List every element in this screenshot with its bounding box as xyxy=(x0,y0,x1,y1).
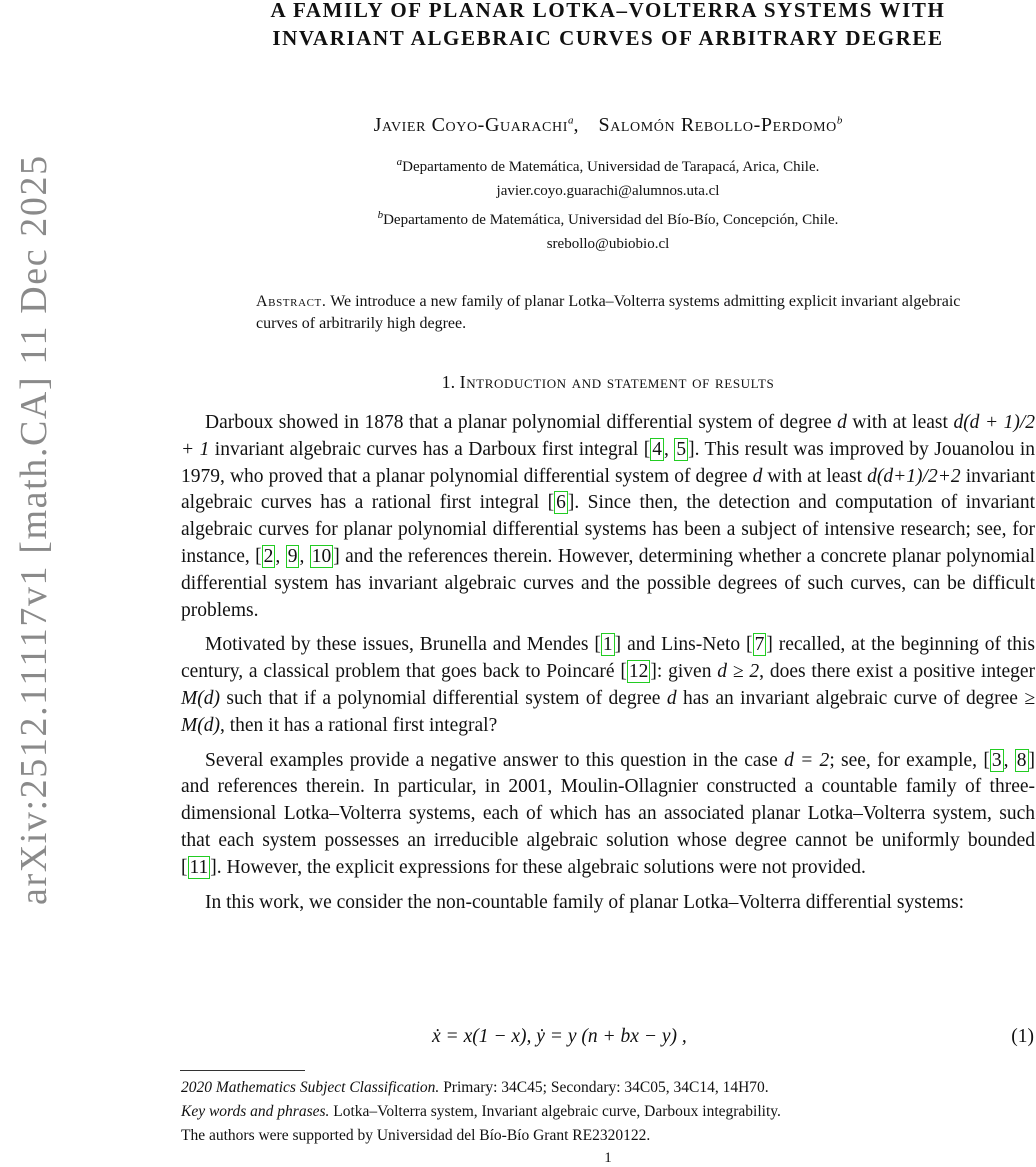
p2-text: , does there exist a positive integer xyxy=(759,661,1036,683)
equation-number: (1) xyxy=(1011,1026,1034,1047)
citation-link[interactable]: 11 xyxy=(189,856,209,878)
footnote-keywords xyxy=(181,1100,1035,1124)
citation-link[interactable]: 7 xyxy=(754,634,765,656)
affiliation-b-mark: b xyxy=(377,209,384,221)
footnote-grant xyxy=(181,1124,1035,1148)
grant-text: The authors were supported by Universidad del Bío-Bío Grant RE2320122. xyxy=(181,1127,651,1144)
page-number: 1 xyxy=(604,1150,612,1166)
footnote-msc xyxy=(181,1076,1035,1100)
p2-math: ≥ M(d) xyxy=(181,687,1036,736)
title-line-1: A FAMILY OF PLANAR LOTKA–VOLTERRA SYSTEMS WITH xyxy=(270,0,946,22)
paragraph-4 xyxy=(181,890,1035,917)
p3-text: . However, the explicit expressions for these algebraic solutions were not provided. xyxy=(216,856,866,878)
p1-text: Darboux showed in 1878 that a planar polynomial differential system of degree xyxy=(205,412,832,433)
p2-math: d xyxy=(666,687,677,709)
abstract-label: Abstract. xyxy=(256,293,327,310)
p1-math: d(d+1)/2+2 xyxy=(867,465,961,487)
citation-link[interactable]: 12 xyxy=(628,661,649,683)
title-line-2: INVARIANT ALGEBRAIC CURVES OF ARBITRARY DEGREE xyxy=(272,26,944,50)
body-text xyxy=(181,410,1035,924)
p1-text: with at least xyxy=(852,412,948,433)
email-a[interactable]: javier.coyo.guarachi@alumnos.uta.cl xyxy=(496,183,720,199)
equation-1 xyxy=(180,1026,1036,1052)
footnote-rule xyxy=(180,1070,305,1071)
p1-text: with at least xyxy=(767,465,863,487)
p2-text: : given xyxy=(656,661,712,683)
keywords-label: Key words and phrases. xyxy=(181,1103,330,1120)
p1-math: d xyxy=(837,412,847,433)
p2-text: has an invariant algebraic curve of degree xyxy=(682,687,1018,709)
p1-text: . This result was improved by Jouanolou in 1979, who proved that a planar polynomial differential system of degree xyxy=(181,438,1035,487)
abstract xyxy=(256,291,966,335)
email-b[interactable]: srebollo@ubiobio.cl xyxy=(546,236,670,252)
p1-text: invariant algebraic curves has a Darboux first integral xyxy=(214,438,639,460)
affiliation-a xyxy=(180,150,1036,179)
paragraph-3: Several examples provide a negative answer to this question in the case d = 2; see, for example, [ 3 , 8 ] and references therein. In particular, in 2001, Moulin-Ollagnier constructed a countable family of three-dimensional Lotka–Volterra systems, each of which has an associated planar Lotka–Volterra system, such that each system possesses an irreducible algebraic solution whose degree cannot be uniformly bounded [ 11 ]. However, the explicit expressions for these algebraic solutions were not provided. xyxy=(181,749,1036,878)
citation-link[interactable]: 3 xyxy=(991,749,1002,771)
author-1-mark: a xyxy=(567,114,574,127)
affiliation-b xyxy=(180,203,1036,232)
citation-link[interactable]: 6 xyxy=(556,492,566,514)
citation-link[interactable]: 1 xyxy=(602,634,613,656)
p1-text: invariant algebraic curves has a rational first integral xyxy=(181,465,1036,514)
author-2-mark: b xyxy=(836,114,843,127)
citation-link[interactable]: 10 xyxy=(311,545,332,567)
affiliation-b-text: Departamento de Matemática, Universidad del Bío-Bío, Concepción, Chile. xyxy=(383,212,839,228)
p1-math: d(d + 1)/2 + 1 xyxy=(181,412,1036,460)
section-number: 1. xyxy=(441,372,456,392)
p2-text: , then it has a rational first integral? xyxy=(219,714,498,736)
abstract-text: We introduce a new family of planar Lotka–Volterra systems admitting explicit invariant algebraic curves of arbitrarily high degree. xyxy=(256,293,961,332)
citation-link[interactable]: 9 xyxy=(287,545,298,567)
equation-expression: ẋ = x(1 − x), ẏ = y (n + bx − y) , xyxy=(432,1026,687,1047)
paragraph-1: Darboux showed in 1878 that a planar polynomial differential system of degree d with at least d(d + 1)/2 + 1 invariant algebraic curves has a Darboux first integral [ 4 , 5 ]. This result was improved by Jouanolou in 1979, who proved that a planar polynomial differential system of degree d with at least d(d+1)/2+2 invariant algebraic curves has a rational first integral [ 6 ]. Since then, the detection and computation of invariant algebraic curves for planar polynomial differential systems has been a subject of intensive research; see, for instance, [ 2 , 9 , 10 ] and the references therein. However, determining whether a concrete planar polynomial differential system has invariant algebraic curves and the possible degrees of such curves, can be difficult problems. xyxy=(181,412,1036,621)
paragraph-2: Motivated by these issues, Brunella and Mendes [ 1 ] and Lins-Neto [ 7 ] recalled, at the beginning of this century, a classical problem that goes back to Poincaré [ 12 ]: given d ≥ 2, does there exist a positive integer M(d) such that if a polynomial differential system of degree d has an invariant algebraic curve of degree ≥ M(d), then it has a rational first integral? xyxy=(181,634,1036,736)
citation-link[interactable]: 2 xyxy=(263,545,274,567)
p1-math: d xyxy=(752,465,763,487)
p2-text: Motivated by these issues, Brunella and Mendes xyxy=(205,634,589,656)
citation-link[interactable]: 4 xyxy=(652,438,662,460)
paper-title xyxy=(180,0,1036,52)
arxiv-watermark xyxy=(4,125,54,905)
p2-text: such that if a polynomial differential system of degree xyxy=(226,687,661,709)
p2-text: and Lins-Neto xyxy=(627,634,741,656)
citation-link[interactable]: 5 xyxy=(676,438,687,460)
citation-link[interactable]: 8 xyxy=(1016,749,1027,771)
p3-math: d = 2 xyxy=(784,749,830,771)
author-list: Javier Coyo-Guarachi$^a$, Salomón Rebollo-Perdomo$^b$ xyxy=(373,114,843,136)
msc-text: Primary: 34C45; Secondary: 34C05, 34C14, 14H70. xyxy=(443,1079,769,1096)
affiliation-a-text: Departamento de Matemática, Universidad de Tarapacá, Arica, Chile. xyxy=(402,159,820,175)
author-1: Javier Coyo-Guarachi xyxy=(373,114,568,136)
author-2: Salomón Rebollo-Perdomo xyxy=(598,114,837,136)
p1-text: . Since then, the detection and computation of invariant algebraic curves for planar polynomial differential systems has been a subject of intensive research; see, for instance, xyxy=(181,492,1036,567)
p4-text: In this work, we consider the non-countable family of planar Lotka–Volterra differential systems: xyxy=(205,891,965,913)
affiliation-a-mark: a xyxy=(396,156,403,168)
keywords-text: Lotka–Volterra system, Invariant algebraic curve, Darboux integrability. xyxy=(333,1103,781,1120)
affiliations xyxy=(180,150,1036,256)
p3-text: Several examples provide a negative answer to this question in the case xyxy=(205,749,778,771)
arxiv-id-text: arXiv:2512.11117v1 [math.CA] 11 Dec 2025 xyxy=(13,154,55,905)
section-heading xyxy=(180,372,1036,393)
msc-label: 2020 Mathematics Subject Classification. xyxy=(181,1079,440,1096)
p1-text: and the references therein. However, determining whether a concrete planar polynomial differential system has invariant algebraic curves and the possible degrees of such curves, can be difficult problems. xyxy=(181,545,1036,621)
p2-text: recalled, at the beginning of this century, a classical problem that goes back to Poincaré xyxy=(181,634,1035,683)
section-title: Introduction and statement of results xyxy=(459,372,775,392)
p3-text: and references therein. In particular, in 2001, Moulin-Ollagnier constructed a countable family of three-dimensional Lotka–Volterra systems, each of which has an associated planar Lotka–Volterra system, such that each system possesses an irreducible algebraic solution whose degree cannot be uniformly bounded xyxy=(181,776,1035,851)
p2-math: d ≥ 2 xyxy=(717,661,760,683)
p3-text: ; see, for example, xyxy=(829,749,978,771)
p2-math: M(d) xyxy=(181,687,220,709)
